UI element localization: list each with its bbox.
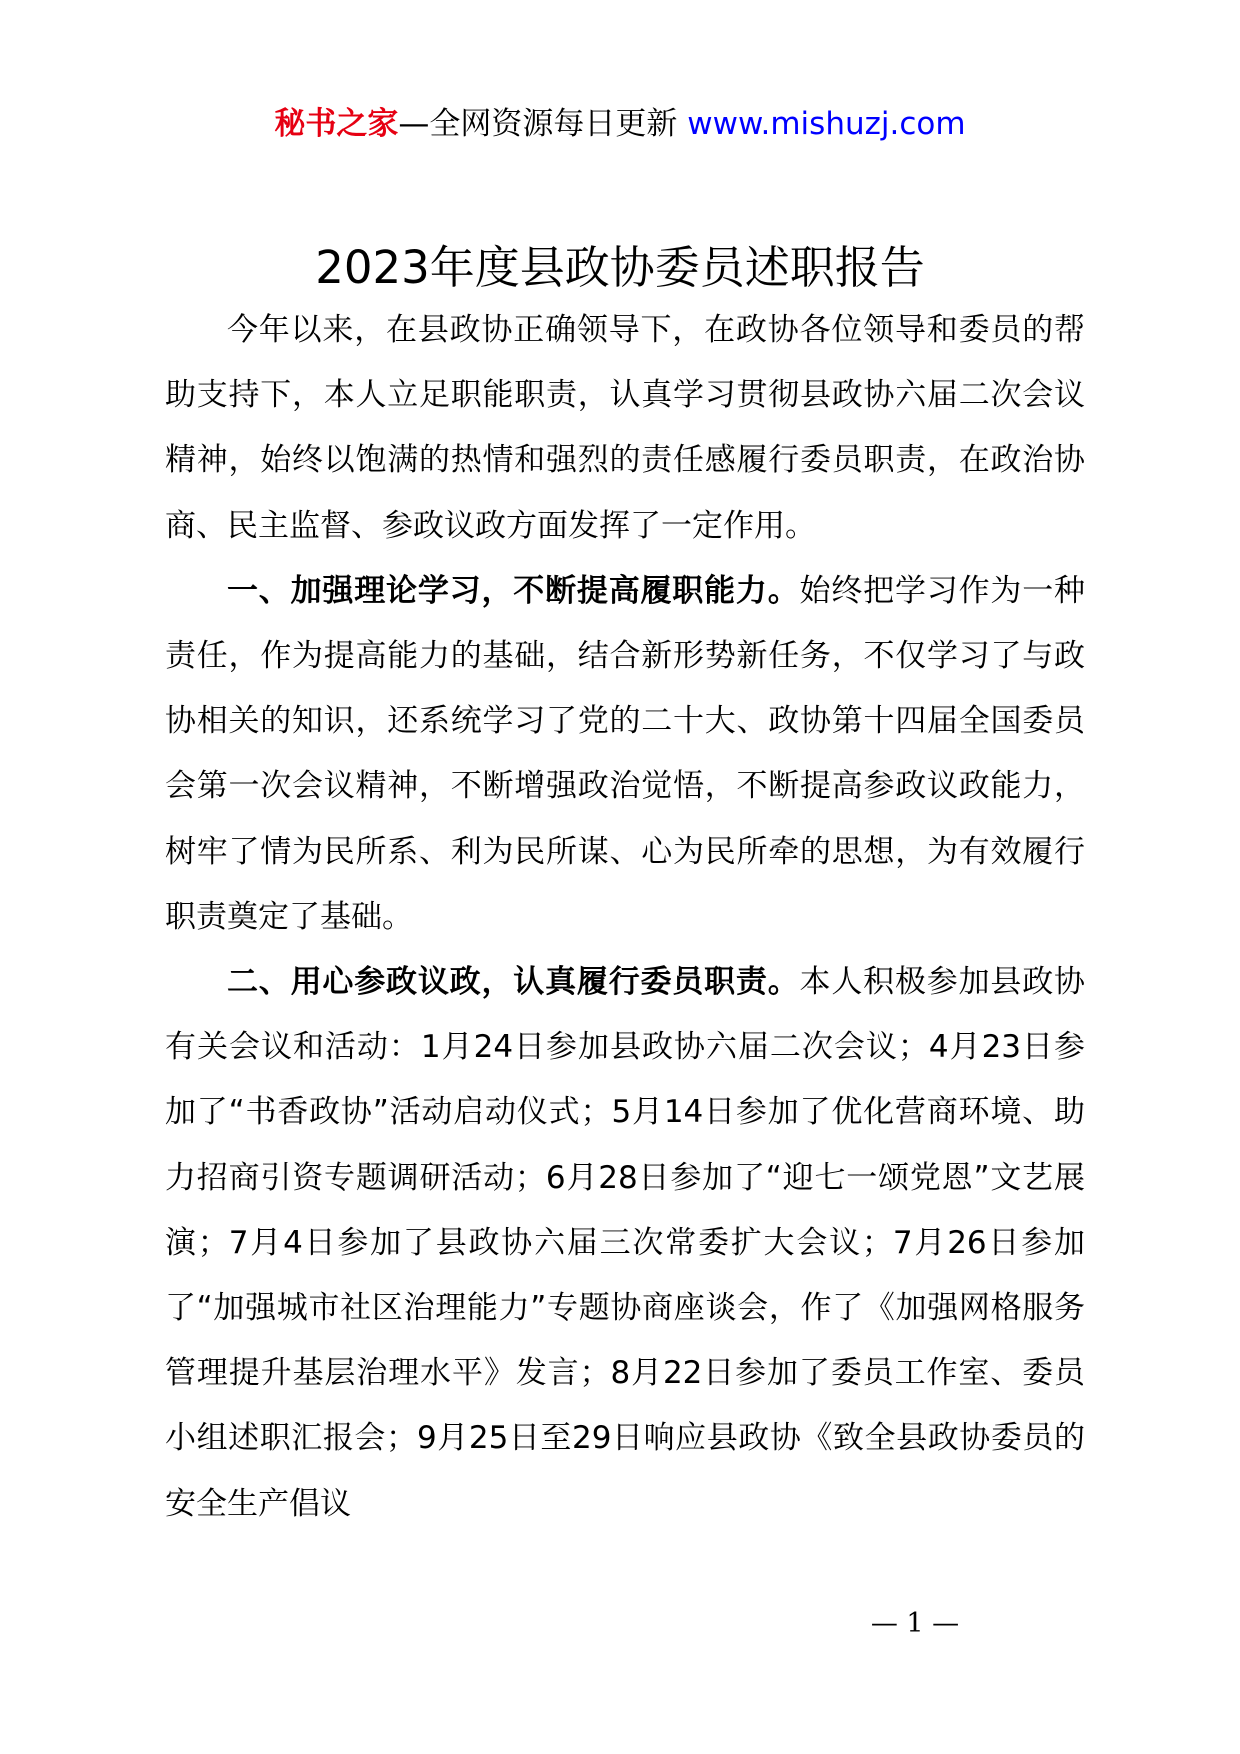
brand-name: 秘书之家: [274, 106, 399, 142]
site-link[interactable]: www.mishuzj.com: [687, 106, 966, 142]
section-text-2: 本人积极参加县政协有关会议和活动：1月24日参加县政协六届二次会议；4月23日参加了“书香政协”活动启动仪式；5月14日参加了优化营商环境、助力招商引资专题调研活动；6月28日参加了“迎七一颂党恩”文艺展演；7月4日参加了县政协六届三次常委扩大会议；7月26日参加了“加强城市社区治理能力”专题协商座谈会，作了《加强网格服务管理提升基层治理水平》发言；8月22日参加了委员工作室、委员小组述职汇报会；9月25日至29日响应县政协《致全县政协委员的安全生产倡议: [165, 964, 1086, 1522]
section-paragraph-1: [165, 559, 1085, 950]
header-banner: [0, 98, 1240, 150]
header-slogan: —全网资源每日更新: [398, 106, 678, 142]
section-heading-2: 二、用心参政议政，认真履行委员职责。: [227, 964, 800, 1001]
section-paragraph-2: [165, 950, 1085, 1537]
section-heading-1: 一、加强理论学习，不断提高履职能力。: [227, 572, 800, 609]
section-text-1: 始终把学习作为一种责任，作为提高能力的基础，结合新形势新任务，不仅学习了与政协相关的知识，还系统学习了党的二十大、政协第十四届全国委员会第一次会议精神，不断增强政治觉悟，不断提高参政议政能力，树牢了情为民所系、利为民所谋、心为民所牵的思想，为有效履行职责奠定了基础。: [165, 572, 1086, 935]
page-title: 2023年度县政协委员述职报告: [315, 241, 925, 294]
page-number: [0, 1604, 1240, 1644]
page-number-label: — 1 —: [870, 1608, 960, 1639]
document-body: [165, 298, 1085, 1537]
intro-paragraph: 今年以来，在县政协正确领导下，在政协各位领导和委员的帮助支持下，本人立足职能职责，认真学习贯彻县政协六届二次会议精神，始终以饱满的热情和强烈的责任感履行委员职责，在政治协商、民主监督、参政议政方面发挥了一定作用。: [165, 312, 1085, 544]
